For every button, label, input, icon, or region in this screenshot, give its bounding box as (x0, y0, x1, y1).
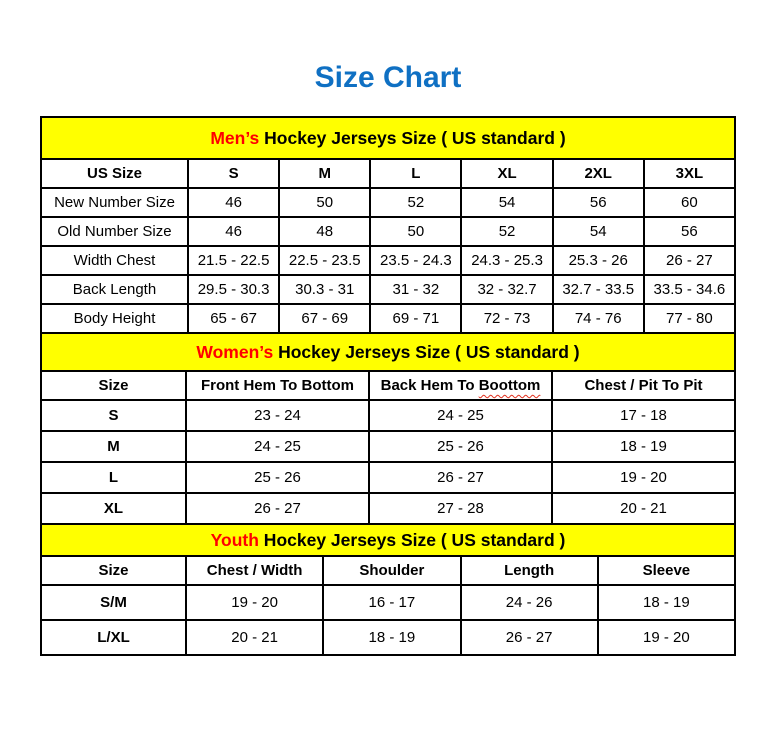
table-cell: 30.3 - 31 (279, 275, 370, 304)
table-cell: 24 - 26 (461, 585, 598, 620)
women-size-table (40, 332, 736, 525)
table-cell: 22.5 - 23.5 (279, 246, 370, 275)
table-cell: 32 - 32.7 (461, 275, 552, 304)
misspelled-word: Boottom (478, 377, 541, 394)
table-cell: 50 (370, 217, 461, 246)
table-cell: 77 - 80 (644, 304, 735, 333)
table-cell: 20 - 21 (552, 493, 735, 524)
table-cell: 56 (644, 217, 735, 246)
column-header: Chest / Width (186, 556, 323, 585)
table-cell: 72 - 73 (461, 304, 552, 333)
column-header: Back Hem To Boottom (369, 371, 552, 400)
men-section-title (41, 117, 735, 159)
table-cell: 27 - 28 (369, 493, 552, 524)
table-cell: 56 (553, 188, 644, 217)
table-cell: 31 - 32 (370, 275, 461, 304)
column-header: Size (41, 556, 186, 585)
table-cell: 74 - 76 (553, 304, 644, 333)
table-cell: 25.3 - 26 (553, 246, 644, 275)
size-chart-page (0, 60, 776, 656)
table-row (41, 246, 735, 275)
row-label-cell: Width Chest (41, 246, 188, 275)
table-cell: 26 - 27 (369, 462, 552, 493)
table-cell: 65 - 67 (188, 304, 279, 333)
column-header: 3XL (644, 159, 735, 188)
column-header: M (279, 159, 370, 188)
table-cell: 18 - 19 (323, 620, 460, 655)
column-header: Shoulder (323, 556, 460, 585)
table-cell: 46 (188, 188, 279, 217)
row-label-cell: S/M (41, 585, 186, 620)
section-title-highlight: Youth (210, 529, 259, 550)
column-header: Length (461, 556, 598, 585)
table-cell: 23 - 24 (186, 400, 369, 431)
table-cell: 26 - 27 (186, 493, 369, 524)
column-header: Size (41, 371, 186, 400)
table-cell: 17 - 18 (552, 400, 735, 431)
table-cell: 52 (461, 217, 552, 246)
section-title-highlight: Men’s (210, 127, 260, 148)
table-cell: 20 - 21 (186, 620, 323, 655)
row-label-cell: Body Height (41, 304, 188, 333)
women-column-header-row (41, 371, 735, 400)
column-header: Front Hem To Bottom (186, 371, 369, 400)
column-header: L (370, 159, 461, 188)
table-row (41, 188, 735, 217)
table-row (41, 620, 735, 655)
section-title-text: Hockey Jerseys Size ( US standard ) (259, 127, 566, 148)
table-cell: 16 - 17 (323, 585, 460, 620)
women-section-title (41, 333, 735, 371)
table-cell: 25 - 26 (186, 462, 369, 493)
table-cell: 54 (461, 188, 552, 217)
table-cell: 24 - 25 (369, 400, 552, 431)
table-cell: 54 (553, 217, 644, 246)
table-row (41, 304, 735, 333)
youth-column-header-row (41, 556, 735, 585)
column-header: XL (461, 159, 552, 188)
row-label-cell: M (41, 431, 186, 462)
row-label-cell: Back Length (41, 275, 188, 304)
row-label-cell: XL (41, 493, 186, 524)
table-cell: 33.5 - 34.6 (644, 275, 735, 304)
table-cell: 48 (279, 217, 370, 246)
column-header: Chest / Pit To Pit (552, 371, 735, 400)
row-label-cell: Old Number Size (41, 217, 188, 246)
youth-section-header-row (41, 524, 735, 556)
men-section-header-row (41, 117, 735, 159)
section-title-text: Hockey Jerseys Size ( US standard ) (258, 529, 566, 550)
table-cell: 18 - 19 (598, 585, 735, 620)
column-header: 2XL (553, 159, 644, 188)
size-chart-tables (40, 116, 736, 656)
men-column-header-row (41, 159, 735, 188)
women-section-header-row (41, 333, 735, 371)
table-cell: 26 - 27 (644, 246, 735, 275)
row-label-cell: New Number Size (41, 188, 188, 217)
table-row (41, 400, 735, 431)
column-header: Sleeve (598, 556, 735, 585)
column-header: US Size (41, 159, 188, 188)
table-cell: 25 - 26 (369, 431, 552, 462)
table-cell: 52 (370, 188, 461, 217)
table-cell: 60 (644, 188, 735, 217)
page-title: Size Chart (314, 61, 462, 94)
table-cell: 50 (279, 188, 370, 217)
section-title-highlight: Women’s (196, 341, 274, 362)
section-title-text: Hockey Jerseys Size ( US standard ) (273, 341, 580, 362)
row-label-cell: L (41, 462, 186, 493)
table-row (41, 585, 735, 620)
table-row (41, 493, 735, 524)
table-cell: 19 - 20 (552, 462, 735, 493)
table-cell: 19 - 20 (186, 585, 323, 620)
table-row (41, 431, 735, 462)
youth-section-title (41, 524, 735, 556)
column-header: S (188, 159, 279, 188)
table-cell: 29.5 - 30.3 (188, 275, 279, 304)
table-cell: 24.3 - 25.3 (461, 246, 552, 275)
table-row (41, 275, 735, 304)
table-cell: 67 - 69 (279, 304, 370, 333)
men-size-table (40, 116, 736, 334)
table-cell: 19 - 20 (598, 620, 735, 655)
table-cell: 18 - 19 (552, 431, 735, 462)
table-row (41, 462, 735, 493)
table-cell: 32.7 - 33.5 (553, 275, 644, 304)
table-row (41, 217, 735, 246)
table-cell: 23.5 - 24.3 (370, 246, 461, 275)
table-cell: 26 - 27 (461, 620, 598, 655)
table-cell: 69 - 71 (370, 304, 461, 333)
table-cell: 21.5 - 22.5 (188, 246, 279, 275)
youth-size-table (40, 523, 736, 656)
row-label-cell: S (41, 400, 186, 431)
table-cell: 46 (188, 217, 279, 246)
table-cell: 24 - 25 (186, 431, 369, 462)
row-label-cell: L/XL (41, 620, 186, 655)
